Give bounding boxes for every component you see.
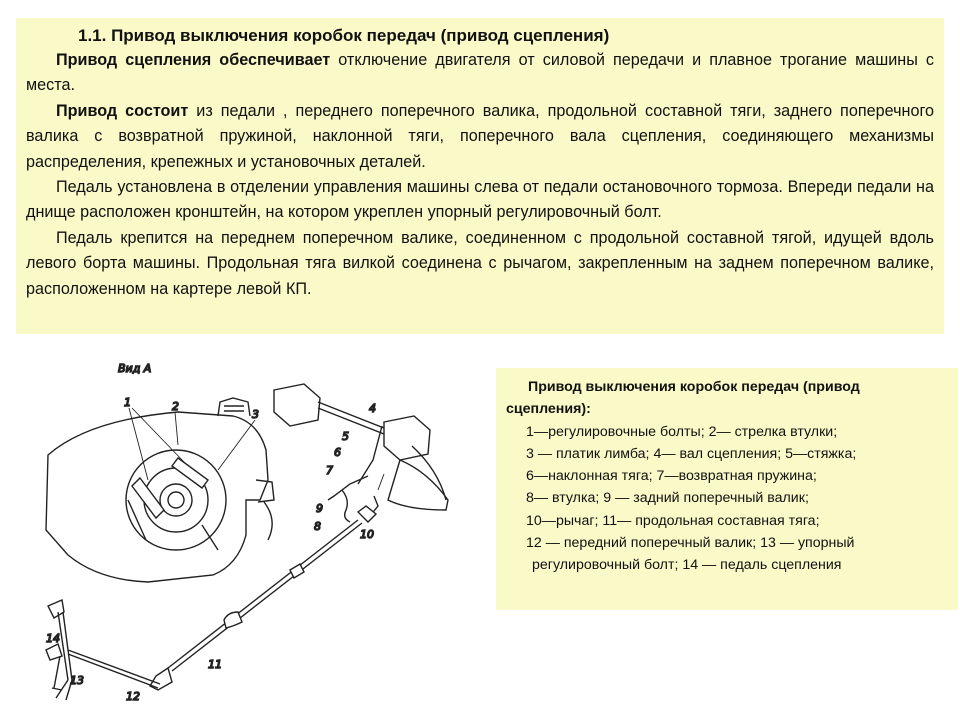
figure-label-10: 10 bbox=[360, 528, 374, 541]
caption-item: регулировочный болт; 14 — педаль сцепления bbox=[532, 557, 842, 574]
paragraph-text: Педаль крепится на переднем поперечном валике, соединенном с продольной составной тягой, идущей вдоль левого борта машины. Продольная тяга вилкой соединена с рычагом, закрепленным на заднем поперечном валике, расположенном на картере левой КП. bbox=[26, 228, 934, 298]
caption-item: 1—регулировочные болты; 2— стрелка втулки; bbox=[526, 423, 838, 440]
figure-caption-panel bbox=[496, 368, 958, 610]
paragraph-lead: Привод сцепления обеспечивает bbox=[56, 51, 331, 69]
figure-view-label: Вид А bbox=[118, 362, 152, 375]
figure-label-9: 9 bbox=[316, 502, 323, 515]
paragraph-text: отключение двигателя от силовой передачи и плавное трогание машины с места. bbox=[26, 51, 935, 95]
figure-label-13: 13 bbox=[70, 674, 84, 687]
paragraph-text: из педали , переднего поперечного валика, продольной составной тяги, заднего поперечного валика с возвратной пружиной, наклонной тяги, поперечного вала сцепления, соединяющего механизмы распределения, крепежных и установочных деталей. bbox=[26, 101, 934, 171]
figure-label-2: 2 bbox=[172, 400, 179, 413]
caption-item: 10—рычаг; 11— продольная составная тяга; bbox=[526, 512, 820, 529]
section-title: 1.1. Привод выключения коробок передач (привод сцепления) bbox=[78, 26, 610, 45]
figure-label-7: 7 bbox=[326, 464, 333, 477]
figure-label-4: 4 bbox=[369, 402, 376, 415]
caption-item: 12 — передний поперечный валик; 13 — упорный bbox=[526, 535, 855, 552]
figure-label-5: 5 bbox=[342, 430, 349, 443]
caption-legend bbox=[506, 421, 948, 577]
paragraph-text: Педаль установлена в отделении управления машины слева от педали остановочного тормоза. Впереди педали на днище расположен кронштейн, на котором укреплен упорный регулировочный болт. bbox=[26, 178, 934, 222]
figure-label-1: 1 bbox=[124, 396, 131, 409]
figure-label-6: 6 bbox=[334, 446, 341, 459]
paragraph-pedal-mounting bbox=[26, 226, 934, 302]
figure-label-11: 11 bbox=[208, 658, 222, 671]
clutch-pedal-drawing bbox=[46, 600, 72, 700]
caption-item: 8— втулка; 9 — задний поперечный валик; bbox=[526, 490, 809, 507]
figure-label-14: 14 bbox=[46, 632, 60, 645]
clutch-shaft-drawing bbox=[274, 384, 448, 522]
clutch-drive-diagram bbox=[28, 350, 468, 715]
paragraph-lead: Привод состоит bbox=[56, 101, 189, 120]
figure-label-3: 3 bbox=[252, 408, 259, 421]
paragraph-purpose bbox=[26, 48, 934, 99]
paragraph-pedal-location bbox=[26, 175, 934, 226]
figure-label-12: 12 bbox=[126, 690, 140, 703]
description-panel bbox=[16, 18, 944, 334]
caption-item: 3 — платик лимба; 4— вал сцепления; 5—стяжка; bbox=[526, 445, 857, 462]
gearbox-housing-drawing bbox=[46, 398, 274, 582]
caption-title: Привод выключения коробок передач (привод сцепления): bbox=[506, 379, 860, 418]
paragraph-composition bbox=[26, 99, 934, 175]
figure-label-8: 8 bbox=[314, 520, 321, 533]
caption-item: 6—наклонная тяга; 7—возвратная пружина; bbox=[526, 468, 817, 485]
